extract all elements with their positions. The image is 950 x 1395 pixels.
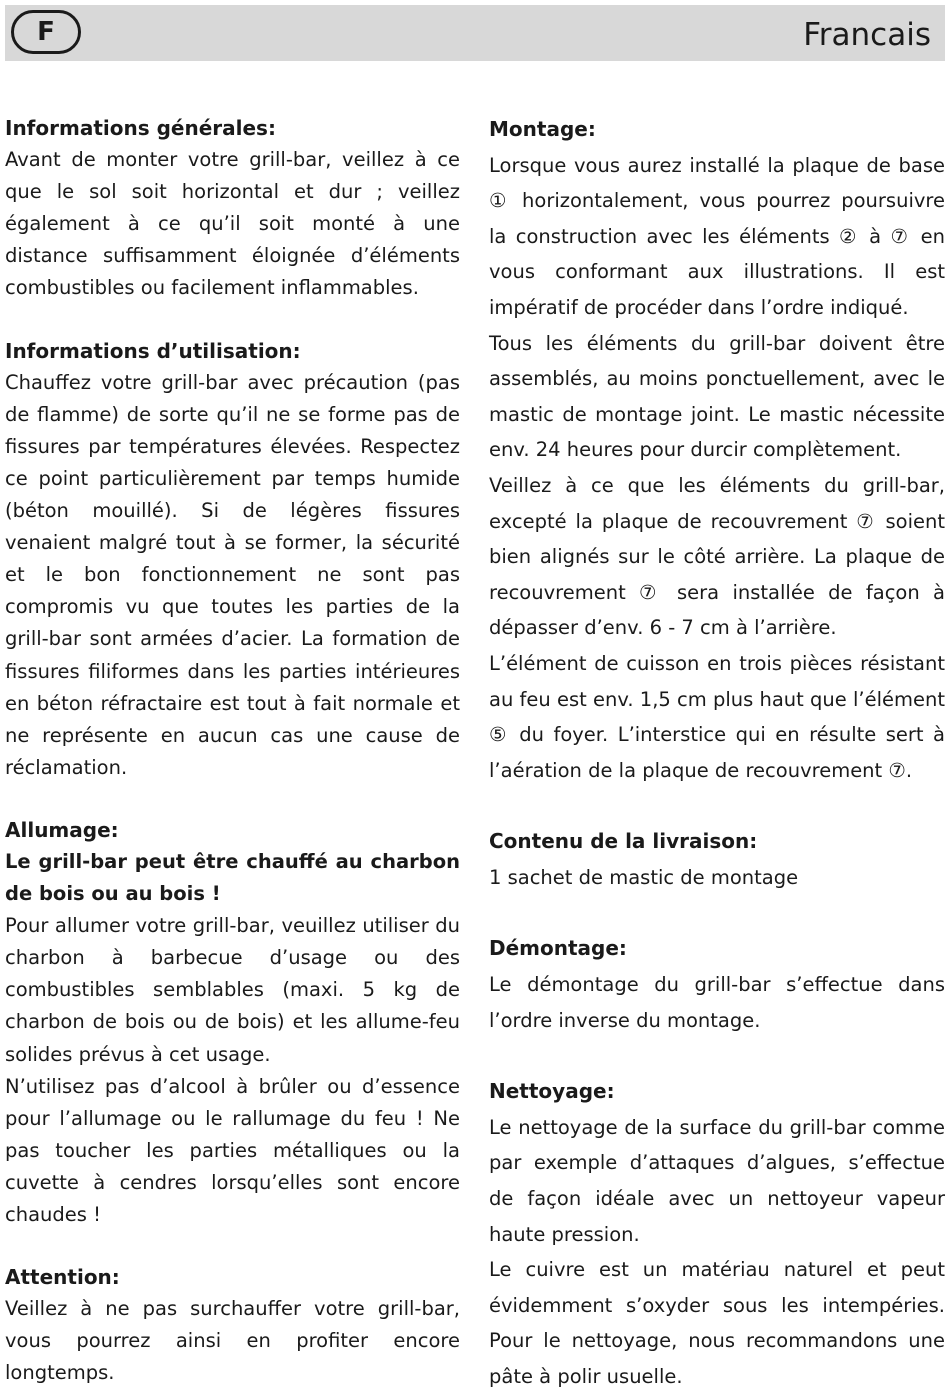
section-paragraph: N’utilisez pas d’alcool à brûler ou d’essence pour l’allumage ou le rallumage du feu ! Ne pas toucher les parties métalliques ou la cuvette à cendres lorsqu’elles sont encore chaudes ! bbox=[5, 1074, 460, 1226]
section-title: Nettoyage: bbox=[489, 1079, 615, 1104]
section-paragraph: Avant de monter votre grill-bar, veillez à ce que le sol soit horizontal et dur ; veillez également à ce qu’il soit monté à une distance suffisamment éloignée d’éléments combustibles ou facilement inflammables. bbox=[5, 148, 460, 300]
language-title: Francais bbox=[803, 17, 931, 53]
section-title: Montage: bbox=[489, 117, 596, 141]
section-informations-utilisation bbox=[5, 335, 460, 784]
section-title: Attention: bbox=[5, 1265, 120, 1290]
language-badge: F bbox=[11, 10, 81, 54]
section-nettoyage bbox=[489, 1074, 945, 1394]
section-title: Contenu de la livraison: bbox=[489, 829, 758, 854]
right-column bbox=[489, 112, 945, 1395]
section-paragraph: Le démontage du grill-bar s’effectue dans l’ordre inverse du montage. bbox=[489, 973, 945, 1032]
section-informations-generales bbox=[5, 112, 460, 305]
section-demontage bbox=[489, 931, 945, 1038]
section-paragraph: Le cuivre est un matériau naturel et peut évidemment s’oxyder sous les intempéries. Pour le nettoyage, nous recommandons une pâte à polir usuelle. bbox=[489, 1258, 945, 1388]
section-allumage bbox=[5, 814, 460, 1231]
section-paragraph: 1 sachet de mastic de montage bbox=[489, 865, 799, 889]
section-montage bbox=[489, 112, 945, 788]
section-title: Allumage: bbox=[5, 817, 119, 842]
section-contenu-livraison bbox=[489, 824, 945, 895]
section-paragraph: Veillez à ce que les éléments du grill-bar, excepté la plaque de recouvrement ⑦ soient bien alignés sur le côté arrière. La plaque de recouvrement ⑦ sera installée de façon à dépasser d’env. 6 - 7 cm à l’arrière. bbox=[489, 473, 945, 640]
page-header bbox=[5, 5, 945, 61]
section-paragraph: Veillez à ne pas surchauffer votre grill-bar, vous pourrez ainsi en profiter encore longtemps. bbox=[5, 1297, 460, 1385]
section-attention bbox=[5, 1261, 460, 1389]
section-paragraph: Pour allumer votre grill-bar, veuillez utiliser du charbon à barbecue d’usage ou des combustibles semblables (maxi. 5 kg de charbon de bois ou de bois) et les allume-feu solides prévus à cet usage. bbox=[5, 914, 460, 1066]
section-paragraph: Le nettoyage de la surface du grill-bar comme par exemple d’attaques d’algues, s’effectue de façon idéale avec un nettoyeur vapeur haute pression. bbox=[489, 1115, 945, 1246]
section-paragraph: Chauffez votre grill-bar avec précaution (pas de flamme) de sorte qu’il ne se forme pas de fissures par températures élevées. Respectez ce point particulièrement par temps humide (béton mouillé). Si de légères fissures venaient malgré tout à se former, la sécurité et le bon fonctionnement ne sont pas compromis vu que toutes les parties de la grill-bar sont armées d’acier. La formation de fissures filiformes dans les parties intérieures en béton réfractaire est tout à fait normale et ne représente en aucun cas une cause de réclamation. bbox=[5, 370, 460, 779]
section-paragraph: Tous les éléments du grill-bar doivent être assemblés, au moins ponctuellement, avec le mastic de montage joint. Le mastic nécessite env. 24 heures pour durcir complètement. bbox=[489, 331, 945, 462]
section-title: Informations d’utilisation: bbox=[5, 338, 301, 363]
section-title: Démontage: bbox=[489, 936, 627, 961]
section-title: Informations générales: bbox=[5, 116, 276, 140]
section-paragraph-bold: Le grill-bar peut être chauffé au charbon de bois ou au bois ! bbox=[5, 849, 460, 906]
left-column bbox=[5, 112, 460, 1389]
section-paragraph: L’élément de cuisson en trois pièces résistant au feu est env. 1,5 cm plus haut que l’élément ⑤ du foyer. L’interstice qui en résulte sert à l’aération de la plaque de recouvrement ⑦. bbox=[489, 651, 945, 782]
section-paragraph: Lorsque vous aurez installé la plaque de base ① horizontalement, vous pourrez poursuivre la construction avec les éléments ② à ⑦ en vous conformant aux illustrations. Il est impératif de procéder dans l’ordre indiqué. bbox=[489, 153, 945, 319]
